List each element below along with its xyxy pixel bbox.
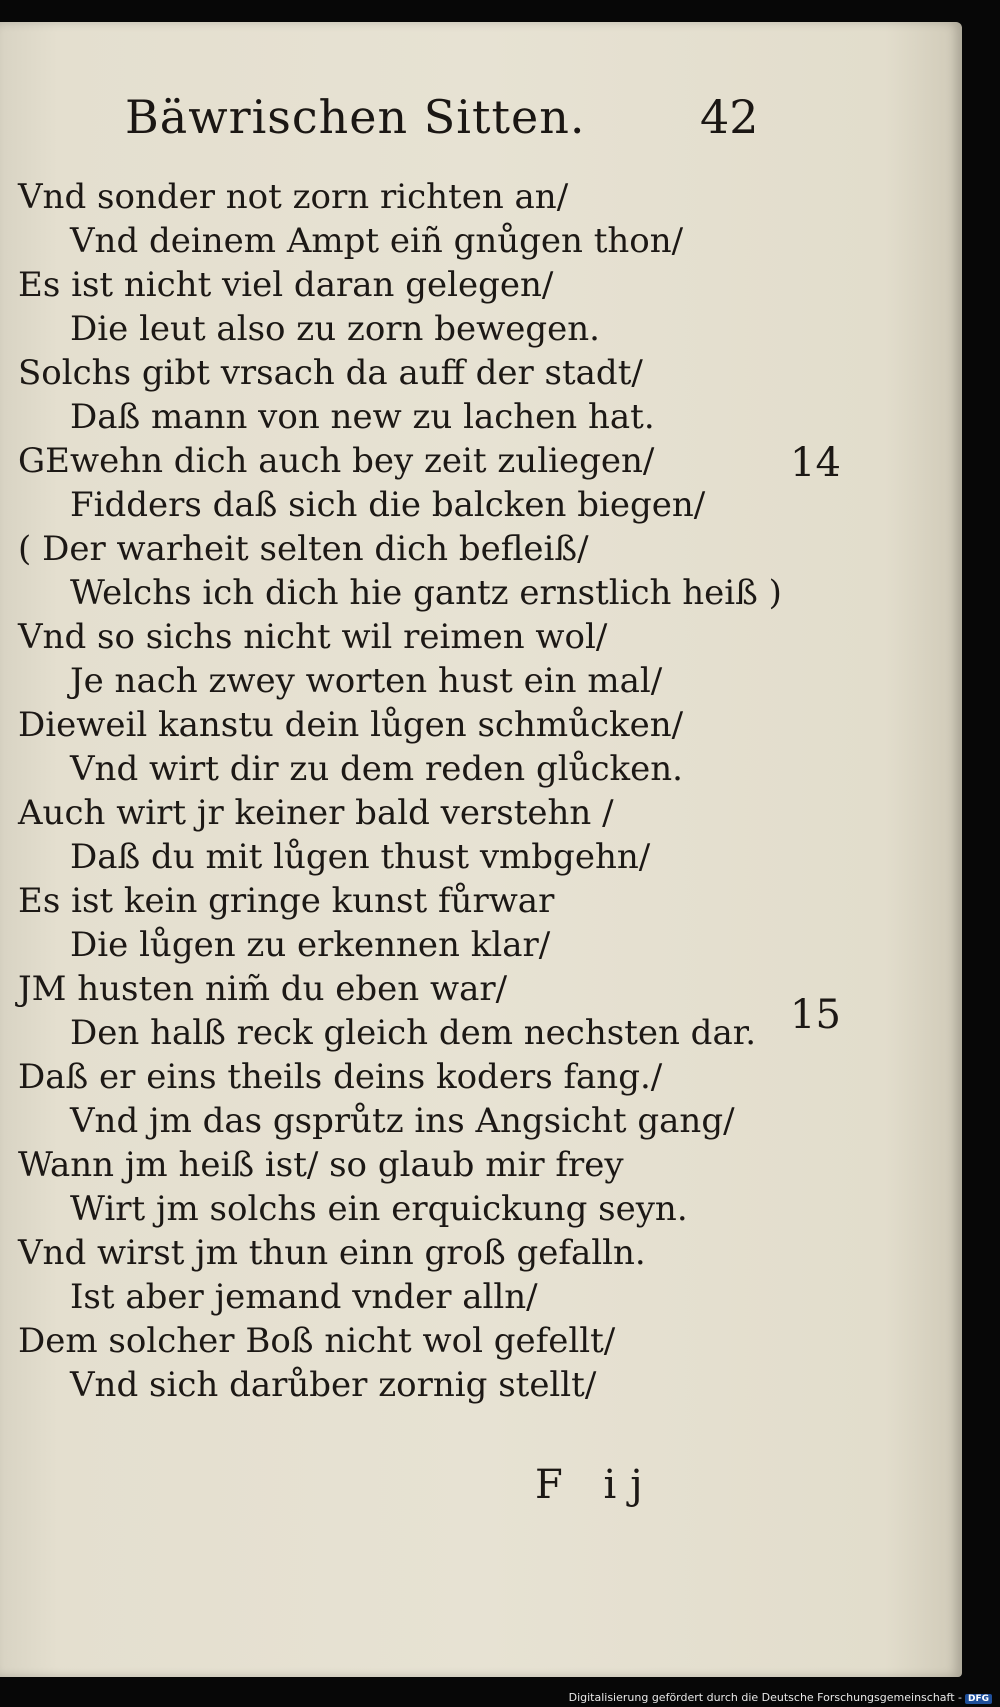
verse-line: ( Der warheit selten dich befleiß/: [18, 529, 589, 569]
verse-line: Vnd wirst jm thun einn groß gefalln.: [18, 1233, 646, 1273]
page-number: 42: [700, 90, 759, 144]
book-page: [0, 22, 962, 1677]
verse-line: Wirt jm solchs ein erquickung seyn.: [70, 1189, 688, 1229]
verse-line: Welchs ich dich hie gantz ernstlich heiß ): [70, 573, 782, 613]
verse-line: Die leut also zu zorn bewegen.: [70, 309, 600, 349]
verse-line: Daß du mit lůgen thust vmbgehn/: [70, 837, 651, 877]
verse-line: Je nach zwey worten hust ein mal/: [70, 661, 663, 701]
digitization-credit: [569, 1691, 992, 1704]
verse-line: Ist aber jemand vnder alln/: [70, 1277, 538, 1317]
margin-verse-number: 15: [790, 992, 841, 1038]
verse-line: JM husten nim̃ du eben war/: [18, 969, 508, 1009]
verse-line: Die lůgen zu erkennen klar/: [70, 925, 551, 965]
verse-line: GEwehn dich auch bey zeit zuliegen/: [18, 441, 655, 481]
verse-line: Den halß reck gleich dem nechsten dar.: [70, 1013, 757, 1053]
signature-mark: F ij: [535, 1462, 657, 1508]
verse-line: Solchs gibt vrsach da auff der stadt/: [18, 353, 643, 393]
verse-line: Vnd so sichs nicht wil reimen wol/: [18, 617, 608, 657]
verse-line: Wann jm heiß ist/ so glaub mir frey: [18, 1145, 624, 1185]
verse-line: Vnd deinem Ampt eiñ gnůgen thon/: [70, 221, 684, 261]
dfg-logo: DFG: [965, 1694, 992, 1704]
verse-line: Vnd jm das gsprůtz ins Angsicht gang/: [70, 1101, 735, 1141]
verse-line: Vnd wirt dir zu dem reden glůcken.: [70, 749, 683, 789]
verse-line: Vnd sonder not zorn richten an/: [18, 177, 569, 217]
verse-line: Dem solcher Boß nicht wol gefellt/: [18, 1321, 616, 1361]
verse-line: Vnd sich darůber zornig stellt/: [70, 1365, 597, 1405]
verse-line: Daß er eins theils deins koders fang./: [18, 1057, 663, 1097]
verse-line: Daß mann von new zu lachen hat.: [70, 397, 655, 437]
verse-line: Es ist nicht viel daran gelegen/: [18, 265, 554, 305]
verse-line: Dieweil kanstu dein lůgen schmůcken/: [18, 705, 684, 745]
running-title: Bäwrischen Sitten.: [125, 90, 586, 144]
verse-line: Fidders daß sich die balcken biegen/: [70, 485, 706, 525]
verse-line: Auch wirt jr keiner bald verstehn /: [18, 793, 614, 833]
margin-verse-number: 14: [790, 440, 841, 486]
credit-text: Digitalisierung gefördert durch die Deutsche Forschungsgemeinschaft -: [568, 1691, 962, 1704]
verse-line: Es ist kein gringe kunst fůrwar: [18, 881, 555, 921]
